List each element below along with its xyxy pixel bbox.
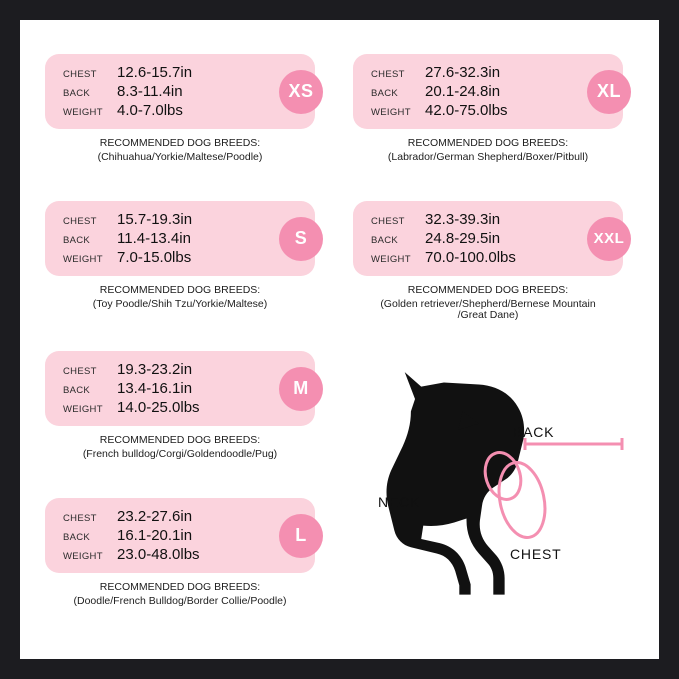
row-value-weight: 42.0-75.0lbs	[425, 102, 508, 119]
measurement-row-back	[371, 230, 609, 247]
measurement-row-weight	[371, 249, 609, 266]
measurement-row-weight	[63, 249, 301, 266]
breeds-heading: RECOMMENDED DOG BREEDS:	[99, 284, 261, 296]
measurement-row-back	[371, 83, 609, 100]
row-value-chest: 27.6-32.3in	[425, 64, 501, 81]
dog-silhouette-icon	[350, 372, 650, 607]
diagram-label-neck: NECK	[378, 494, 421, 510]
size-badge-l: L	[279, 514, 323, 558]
breeds-line: (Doodle/French Bulldog/Border Collie/Poodle)	[73, 595, 287, 608]
row-label-chest: CHEST	[63, 216, 97, 227]
row-value-chest: 19.3-23.2in	[117, 361, 193, 378]
measurement-row-chest	[63, 508, 301, 525]
row-label-back: BACK	[63, 385, 91, 396]
row-value-back: 20.1-24.8in	[425, 83, 501, 100]
breeds-heading: RECOMMENDED DOG BREEDS:	[99, 137, 261, 149]
size-card-xs	[45, 54, 315, 164]
measurements-panel	[45, 498, 315, 573]
size-badge-s: S	[279, 217, 323, 261]
recommended-breeds-xxl-line2	[353, 308, 623, 322]
row-label-chest: CHEST	[371, 216, 405, 227]
recommended-breeds-xs	[45, 136, 315, 164]
row-label-weight: WEIGHT	[371, 107, 411, 118]
row-label-back: BACK	[371, 88, 399, 99]
breeds-line: /Great Dane)	[457, 309, 519, 321]
measurement-rows	[63, 508, 301, 563]
row-value-chest: 15.7-19.3in	[117, 211, 193, 228]
row-label-back: BACK	[63, 532, 91, 543]
breeds-heading: RECOMMENDED DOG BREEDS:	[407, 284, 569, 296]
row-value-back: 13.4-16.1in	[117, 380, 193, 397]
measurement-row-chest	[371, 211, 609, 228]
measurement-row-weight	[371, 102, 609, 119]
size-chart-page	[20, 20, 659, 659]
measurement-row-back	[63, 527, 301, 544]
measurement-row-weight	[63, 399, 301, 416]
size-badge-m: M	[279, 367, 323, 411]
row-label-weight: WEIGHT	[63, 254, 103, 265]
measurement-row-chest	[63, 64, 301, 81]
measurement-row-back	[63, 380, 301, 397]
size-card-m	[45, 351, 315, 461]
recommended-breeds-m	[45, 433, 315, 461]
row-value-weight: 7.0-15.0lbs	[117, 249, 192, 266]
measurement-rows	[63, 64, 301, 119]
row-value-weight: 70.0-100.0lbs	[425, 249, 516, 266]
measurements-panel	[45, 351, 315, 426]
size-card-s	[45, 201, 315, 311]
size-badge-xs: XS	[279, 70, 323, 114]
row-value-back: 11.4-13.4in	[117, 230, 191, 247]
measurement-rows	[63, 211, 301, 266]
row-label-back: BACK	[371, 235, 399, 246]
size-card-xxl-breeds-overflow	[353, 308, 623, 322]
measurement-row-weight	[63, 546, 301, 563]
measurement-row-weight	[63, 102, 301, 119]
diagram-label-back: BACK	[513, 424, 555, 440]
measurements-panel	[45, 201, 315, 276]
size-card-xxl	[353, 201, 623, 311]
row-value-back: 8.3-11.4in	[117, 83, 183, 100]
breeds-line: (Chihuahua/Yorkie/Maltese/Poodle)	[97, 151, 263, 164]
measurement-row-back	[63, 230, 301, 247]
row-label-weight: WEIGHT	[63, 551, 103, 562]
recommended-breeds-l	[45, 580, 315, 608]
row-value-back: 16.1-20.1in	[117, 527, 193, 544]
recommended-breeds-xl	[353, 136, 623, 164]
measurement-rows	[371, 211, 609, 266]
measurement-row-chest	[371, 64, 609, 81]
breeds-line: (Golden retriever/Shepherd/Bernese Mountain	[380, 298, 596, 311]
row-label-back: BACK	[63, 88, 91, 99]
row-label-chest: CHEST	[63, 513, 97, 524]
size-card-xl	[353, 54, 623, 164]
breeds-heading: RECOMMENDED DOG BREEDS:	[99, 581, 261, 593]
row-value-chest: 12.6-15.7in	[117, 64, 193, 81]
row-label-weight: WEIGHT	[371, 254, 411, 265]
row-label-chest: CHEST	[371, 69, 405, 80]
row-label-back: BACK	[63, 235, 91, 246]
row-label-weight: WEIGHT	[63, 404, 103, 415]
diagram-label-chest: CHEST	[510, 546, 562, 562]
breeds-heading: RECOMMENDED DOG BREEDS:	[99, 434, 261, 446]
size-cards-grid	[20, 20, 659, 659]
breeds-line: (Toy Poodle/Shih Tzu/Yorkie/Maltese)	[92, 298, 268, 311]
row-label-chest: CHEST	[63, 69, 97, 80]
row-value-back: 24.8-29.5in	[425, 230, 501, 247]
row-label-weight: WEIGHT	[63, 107, 103, 118]
row-value-chest: 32.3-39.3in	[425, 211, 501, 228]
row-value-weight: 4.0-7.0lbs	[117, 102, 183, 119]
measurement-row-chest	[63, 361, 301, 378]
breeds-line: (French bulldog/Corgi/Goldendoodle/Pug)	[82, 448, 278, 461]
measurements-panel	[353, 201, 623, 276]
measurements-panel	[353, 54, 623, 129]
breeds-line: (Labrador/German Shepherd/Boxer/Pitbull)	[387, 151, 589, 164]
measurement-rows	[371, 64, 609, 119]
recommended-breeds-s	[45, 283, 315, 311]
measurement-rows	[63, 361, 301, 416]
measurements-panel	[45, 54, 315, 129]
breeds-heading: RECOMMENDED DOG BREEDS:	[407, 137, 569, 149]
size-card-l	[45, 498, 315, 608]
size-badge-xxl: XXL	[587, 217, 631, 261]
measurement-row-back	[63, 83, 301, 100]
size-badge-xl: XL	[587, 70, 631, 114]
row-value-chest: 23.2-27.6in	[117, 508, 193, 525]
row-value-weight: 23.0-48.0lbs	[117, 546, 200, 563]
row-label-chest: CHEST	[63, 366, 97, 377]
measurement-row-chest	[63, 211, 301, 228]
row-value-weight: 14.0-25.0lbs	[117, 399, 200, 416]
dog-measurement-diagram	[350, 372, 650, 607]
